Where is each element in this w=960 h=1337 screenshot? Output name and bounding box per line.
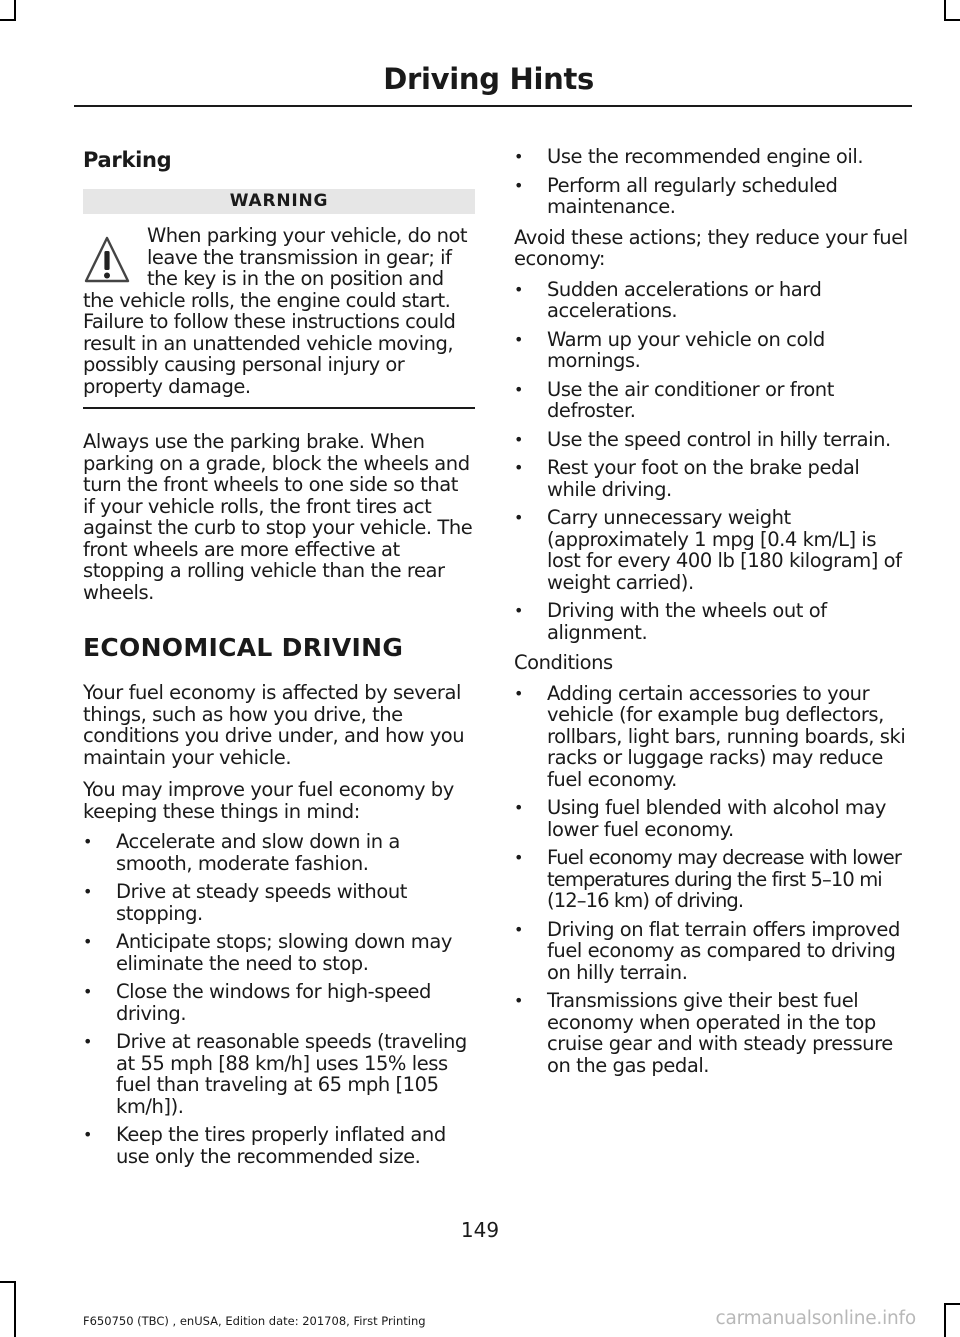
list-item: [83, 1031, 475, 1117]
crop-mark: [14, 0, 16, 20]
bullet: •: [514, 508, 523, 527]
avoid-list: [514, 279, 908, 644]
list-item: [514, 683, 908, 791]
list-item-text: Rest your foot on the brake pedal while driving.: [547, 456, 860, 501]
improve-list-continued: [514, 146, 908, 218]
bullet: •: [83, 1032, 92, 1051]
list-item: [83, 931, 475, 974]
list-item: [514, 279, 908, 322]
list-item-text: Drive at reasonable speeds (traveling at 55 mph [88 km/h] uses 15% less fuel than traveling at 65 mph [105 km/h]).: [116, 1030, 467, 1118]
list-item: [514, 600, 908, 643]
bullet: •: [514, 919, 523, 939]
list-item: [514, 797, 908, 840]
parking-heading: Parking: [83, 148, 172, 172]
bullet: •: [514, 279, 523, 299]
crop-mark: [944, 19, 960, 21]
header-rule: [74, 105, 912, 107]
list-item-text: Warm up your vehicle on cold mornings.: [547, 327, 825, 372]
bullet: •: [514, 379, 523, 399]
parking-paragraph: Always use the parking brake. When parking on a grade, block the wheels and turn the front wheels to one side so that if your vehicle rolls, the front tires act against the curb to stop your vehicle. The front wheels are more effective at stopping a rolling vehicle than the rear wheels.: [83, 430, 473, 604]
list-item-text: Transmissions give their best fuel economy when operated in the top cruise gear and with steady pressure on the gas pedal.: [547, 989, 893, 1077]
crop-mark: [0, 19, 16, 21]
list-item-text: Keep the tires properly inflated and use only the recommended size.: [116, 1123, 446, 1168]
list-item-text: Driving with the wheels out of alignment.: [547, 599, 827, 644]
list-item-text: Use the air conditioner or front defroster.: [547, 377, 834, 422]
bullet: •: [83, 932, 92, 951]
bullet: •: [514, 848, 523, 867]
list-item: [514, 329, 908, 372]
list-item-text: Sudden accelerations or hard accelerations.: [547, 277, 822, 322]
list-item-text: Anticipate stops; slowing down may eliminate the need to stop.: [116, 930, 452, 975]
list-item: [514, 457, 908, 500]
bullet: •: [514, 329, 523, 349]
list-item-text: Drive at steady speeds without stopping.: [116, 880, 407, 925]
crop-mark: [14, 1281, 16, 1337]
bullet: •: [514, 683, 523, 703]
list-item-text: Use the speed control in hilly terrain.: [547, 427, 891, 451]
improve-intro: You may improve your fuel economy by keeping these things in mind:: [83, 778, 454, 823]
list-item: [514, 146, 908, 168]
list-item: [514, 175, 908, 218]
bullet: •: [83, 832, 92, 851]
list-item: [83, 1124, 475, 1167]
bullet: •: [83, 982, 92, 1001]
crop-mark: [0, 1281, 16, 1283]
list-item-text: Close the windows for high-speed driving.: [116, 980, 431, 1025]
bullet: •: [514, 175, 523, 195]
bullet: •: [514, 458, 523, 477]
list-item-text: Adding certain accessories to your vehicle (for example bug deflectors, rollbars, light bars, running boards, ski racks or luggage racks) may reduce fuel economy.: [547, 681, 906, 791]
warning-triangle-icon: [83, 235, 131, 287]
improve-list: [83, 831, 475, 1167]
edition-footer: F650750 (TBC) , enUSA, Edition date: 201708, First Printing: [83, 1314, 426, 1328]
list-item: [83, 831, 475, 874]
list-item-text: Carry unnecessary weight (approximately 1 mpg [0.4 km/L] is lost for every 400 lb [180 kilogram] of weight carried).: [547, 506, 902, 594]
avoid-intro: Avoid these actions; they reduce your fuel economy:: [514, 225, 908, 270]
bullet: •: [83, 1125, 92, 1144]
list-item-text: Fuel economy may decrease with lower temperatures during the first 5–10 mi (12–16 km) of driving.: [547, 846, 901, 912]
list-item-text: Use the recommended engine oil.: [547, 145, 864, 168]
list-item: [514, 990, 908, 1076]
economy-intro: Your fuel economy is affected by several things, such as how you drive, the conditions you drive under, and how you maintain your vehicle.: [83, 681, 465, 769]
warning-box: [83, 225, 475, 409]
list-item: [514, 507, 908, 593]
left-column: [83, 140, 475, 1174]
crop-mark: [944, 1303, 946, 1337]
list-item-text: Perform all regularly scheduled maintenance.: [547, 173, 838, 218]
list-item: [514, 379, 908, 422]
page-number: 149: [460, 1218, 500, 1242]
list-item-text: Using fuel blended with alcohol may lower fuel economy.: [547, 796, 886, 841]
conditions-label: Conditions: [514, 651, 613, 674]
bullet: •: [514, 147, 523, 166]
bullet: •: [514, 429, 523, 449]
bullet: •: [514, 798, 523, 817]
warning-label: WARNING: [83, 189, 475, 214]
bullet: •: [514, 601, 523, 620]
right-column: [514, 146, 908, 1083]
warning-text: When parking your vehicle, do not leave the transmission in gear; if the key is in the on position and the vehicle rolls, the engine could start. Failure to follow these instructions could result in an unattended vehicle moving, possibly causing personal injury or property damage.: [83, 224, 468, 398]
list-item: [83, 881, 475, 924]
bullet: •: [514, 991, 523, 1010]
list-item: [514, 847, 908, 912]
list-item: [83, 981, 475, 1024]
watermark: carmanualsonline.info: [715, 1308, 916, 1329]
page-header-title: Driving Hints: [383, 62, 594, 96]
list-item: [514, 429, 908, 451]
list-item-text: Driving on flat terrain offers improved fuel economy as compared to driving on hilly terrain.: [547, 917, 900, 984]
list-item-text: Accelerate and slow down in a smooth, moderate fashion.: [116, 830, 400, 875]
bullet: •: [83, 882, 92, 901]
crop-mark: [944, 1303, 960, 1305]
conditions-list: [514, 683, 908, 1077]
crop-mark: [944, 0, 946, 20]
economical-driving-title: ECONOMICAL DRIVING: [83, 633, 404, 662]
list-item: [514, 919, 908, 984]
